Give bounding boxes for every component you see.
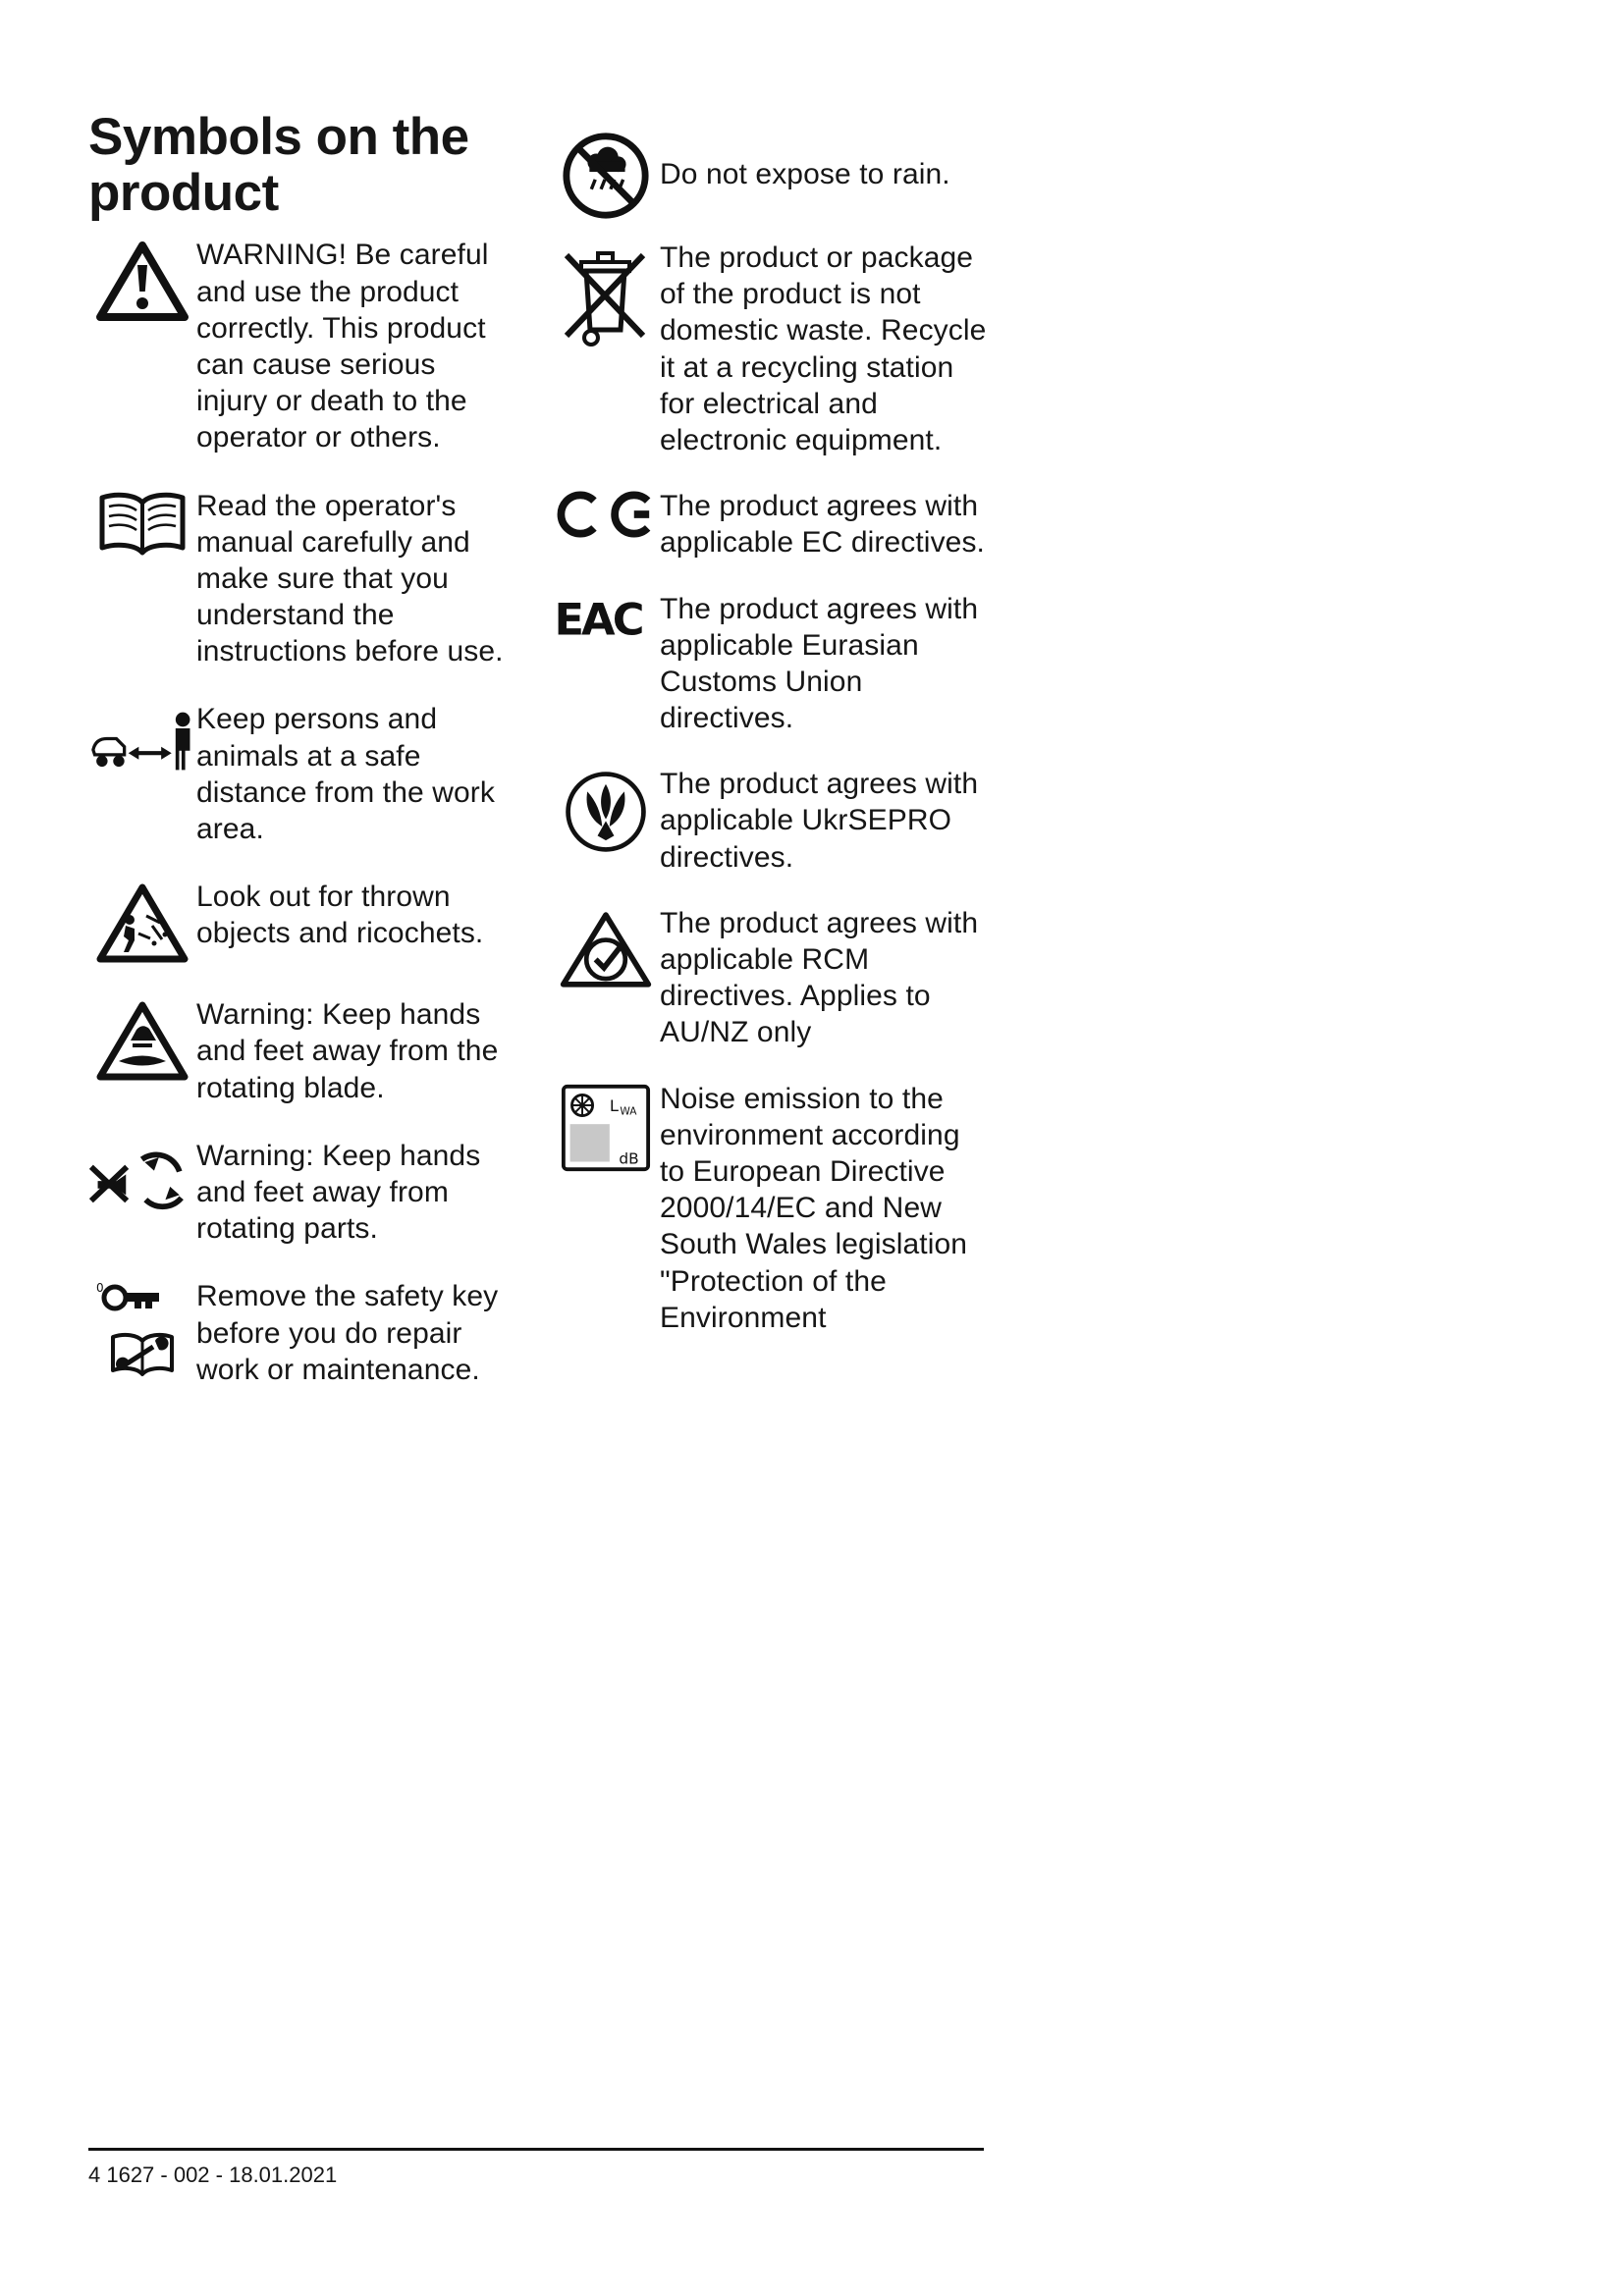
safety-key-icon [93,1280,191,1383]
symbol-row-no-domestic-waste [552,240,987,458]
rotating-blade-icon [88,996,196,1083]
two-column-layout [88,110,987,1419]
rotating-parts-icon [88,1138,196,1226]
footer-rule [88,2148,984,2151]
ukrsepro-mark-icon [562,768,650,856]
symbol-description: The product or package of the product is not domestic waste. Recycle it at a recycling station for electrical and electronic equipment. [660,241,987,456]
safety-key-icon [88,1278,196,1383]
no-domestic-waste-icon [552,240,660,349]
symbol-description: The product agrees with applicable Eurasian Customs Union directives. [660,592,979,735]
left-column [88,110,511,1419]
symbol-description: The product agrees with applicable RCM directives. Applies to AU/NZ only [660,906,979,1049]
symbol-row-safety-key [88,1278,511,1388]
svg-text:EAC: EAC [554,594,642,644]
symbol-description: Warning: Keep hands and feet away from the rotating blade. [196,998,499,1104]
no-rain-icon [552,128,660,222]
right-column [552,110,987,1419]
rcm-mark-icon [552,905,660,991]
symbol-description: Do not expose to rain. [660,158,950,191]
symbol-description: The product agrees with applicable UkrSEPRO directives. [660,768,979,874]
symbol-description: Remove the safety key before you do repair work or maintenance. [196,1280,499,1386]
no-domestic-waste-icon [561,241,651,349]
page-footer [88,2148,984,2188]
symbol-row-warning [88,237,511,455]
symbol-row-ce [552,488,987,561]
symbol-description: WARNING! Be careful and use the product correctly. This product can cause serious injury or death to the operator or others. [196,239,489,454]
svg-text:L: L [609,1095,619,1115]
noise-emission-icon [561,1083,651,1173]
ukrsepro-mark-icon [552,766,660,856]
symbol-row-rotating-blade [88,996,511,1106]
rotating-parts-icon [88,1140,196,1226]
thrown-objects-icon [95,881,189,965]
svg-text:0: 0 [96,1281,104,1296]
symbol-row-rcm [552,905,987,1051]
symbol-row-thrown-objects [88,879,511,965]
symbol-description: Warning: Keep hands and feet away from rotating parts. [196,1139,481,1246]
eac-mark-icon [552,591,660,644]
rcm-mark-icon [558,907,654,991]
symbol-description: Read the operator's manual carefully and make sure that you understand the instructions before use. [196,489,504,668]
symbol-row-manual [88,488,511,670]
symbol-description: Look out for thrown objects and ricochets. [196,881,484,950]
ce-mark-icon [552,488,660,539]
svg-text:WA: WA [620,1105,637,1118]
manual-page-content [88,110,987,1419]
symbol-row-noise-emission [552,1081,987,1336]
warning-triangle-icon [95,239,189,323]
operators-manual-icon [88,488,196,561]
symbol-row-rotating-parts [88,1138,511,1248]
document-number: 4 1627 - 002 - 18.01.2021 [88,2163,338,2187]
symbol-description: The product agrees with applicable EC directives. [660,490,985,560]
no-rain-icon [560,130,652,222]
symbol-row-ukrsepro [552,766,987,876]
safe-distance-icon [88,703,196,779]
symbol-row-eac [552,591,987,737]
symbol-description: Noise emission to the environment according to European Directive 2000/14/EC and New South Wales legislation "Protection of the Environment [660,1082,968,1334]
rotating-blade-icon [95,998,189,1083]
safe-distance-icon [88,701,196,779]
svg-text:dB: dB [619,1148,639,1167]
symbol-row-no-rain [552,128,987,222]
noise-emission-icon [552,1081,660,1173]
ce-mark-icon [553,490,659,539]
symbol-row-safe-distance [88,701,511,847]
thrown-objects-icon [88,879,196,965]
symbol-description: Keep persons and animals at a safe distance from the work area. [196,703,495,846]
operators-manual-icon [93,490,191,561]
page-title: Symbols on the product [88,108,469,222]
warning-triangle-icon [88,237,196,323]
eac-mark-icon [553,593,659,644]
